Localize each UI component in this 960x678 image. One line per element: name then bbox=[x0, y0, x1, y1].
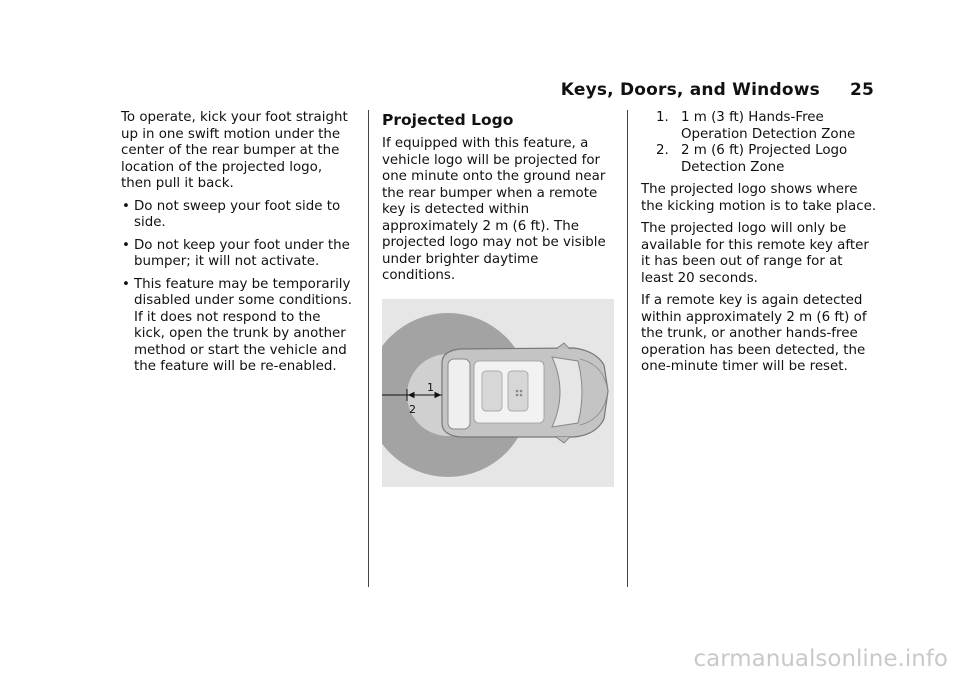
caution-list bbox=[121, 199, 353, 376]
legend-item: 2. 2 m (6 ft) Projected Logo Detection Zone bbox=[656, 143, 848, 175]
list-item: • Do not keep your foot under the bumper; it will not activate. bbox=[122, 237, 350, 269]
page-number: 25 bbox=[849, 80, 874, 100]
watermark-text: carmanualsonline.info bbox=[693, 646, 948, 672]
body-paragraph: If a remote key is again detected within approximately 2 m (6 ft) of the trunk, or another hands-free operation has been detected, the one-minute timer will be reset. bbox=[641, 293, 867, 374]
column-2 bbox=[382, 110, 614, 487]
bullet-icon: • bbox=[122, 237, 130, 253]
detection-zone-illustration bbox=[382, 299, 614, 487]
section-title: Keys, Doors, and Windows bbox=[560, 80, 820, 100]
list-item: • This feature may be temporarily disabled under some conditions. If it does not respond to the kick, open the trunk by another method or start the vehicle and the feature will be re-enabled. bbox=[122, 276, 352, 374]
column-1 bbox=[121, 110, 353, 382]
column-divider bbox=[368, 110, 369, 587]
body-paragraph: The projected logo will only be available for this remote key after it has been out of range for at least 20 seconds. bbox=[641, 221, 869, 286]
legend-item: 1. 1 m (3 ft) Hands-Free Operation Detection Zone bbox=[656, 110, 856, 142]
zone-label-1: 1 bbox=[427, 380, 434, 394]
zone-label-2: 2 bbox=[409, 402, 416, 416]
column-divider bbox=[627, 110, 628, 587]
legend-list bbox=[641, 110, 877, 176]
bullet-icon: • bbox=[122, 198, 130, 214]
list-item: • Do not sweep your foot side to side. bbox=[122, 198, 341, 230]
section-heading: Projected Logo bbox=[382, 111, 514, 129]
body-paragraph: If equipped with this feature, a vehicle logo will be projected for one minute onto the ground near the rear bumper when a remote key is detected within approximately 2 m (6 ft). The projected logo may not be visible under brighter daytime conditions. bbox=[382, 136, 606, 283]
bullet-icon: • bbox=[122, 276, 130, 292]
vehicle-zone-diagram bbox=[382, 299, 614, 487]
page-header bbox=[561, 80, 874, 100]
body-paragraph: The projected logo shows where the kicking motion is to take place. bbox=[641, 182, 877, 214]
column-3 bbox=[641, 110, 877, 382]
vehicle-top-view-icon bbox=[442, 343, 608, 443]
intro-paragraph: To operate, kick your foot straight up in one swift motion under the center of the rear bumper at the location of the projected logo, then pull it back. bbox=[121, 110, 348, 191]
